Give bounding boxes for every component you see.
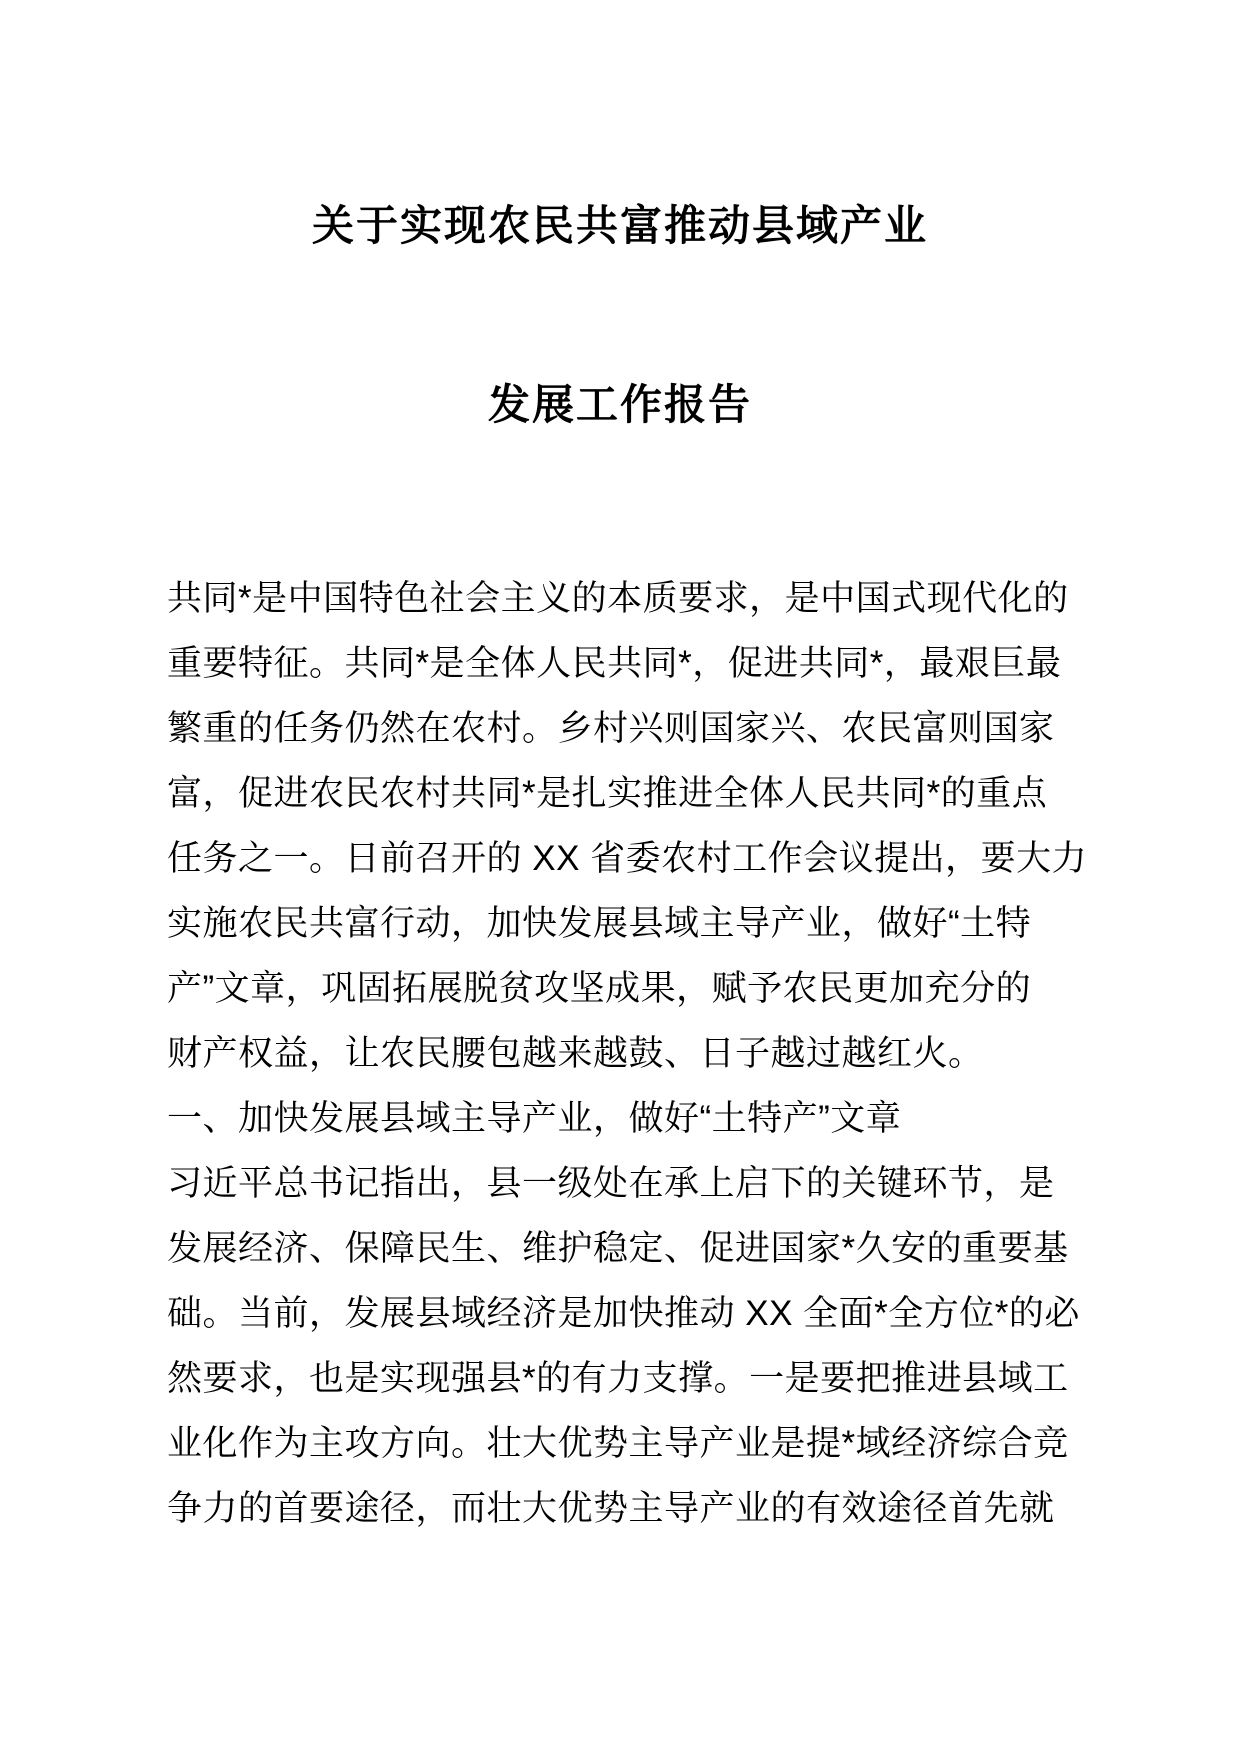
- body-line: 财产权益，让农民腰包越来越鼓、日子越过越红火。: [167, 1034, 984, 1073]
- body-line: 础。当前，发展县域经济是加快推动 XX 全面*全方位*的必: [167, 1294, 1080, 1333]
- body-line: 重要特征。共同*是全体人民共同*，促进共同*，最艰巨最: [167, 644, 1062, 683]
- body-line: 富，促进农民农村共同*是扎实推进全体人民共同*的重点: [167, 774, 1048, 813]
- body-line: 然要求，也是实现强县*的有力支撑。一是要把推进县域工: [167, 1359, 1069, 1398]
- body-line: 产”文章，巩固拓展脱贫攻坚成果，赋予农民更加充分的: [167, 969, 1032, 1008]
- document-body: [167, 566, 1088, 1541]
- body-line: 发展经济、保障民生、维护稳定、促进国家*久安的重要基: [167, 1229, 1069, 1268]
- document-title-line-2: 发展工作报告: [487, 381, 752, 428]
- body-section-heading: 一、加快发展县域主导产业，做好“土特产”文章: [167, 1099, 902, 1138]
- body-line: 实施农民共富行动，加快发展县域主导产业，做好“土特: [167, 904, 1032, 943]
- body-line: 共同*是中国特色社会主义的本质要求，是中国式现代化的: [167, 579, 1069, 618]
- body-line: 任务之一。日前召开的 XX 省委农村工作会议提出，要大力: [167, 839, 1088, 878]
- body-line: 习近平总书记指出，县一级处在承上启下的关键环节，是: [167, 1164, 1055, 1203]
- body-line: 争力的首要途径，而壮大优势主导产业的有效途径首先就: [167, 1489, 1055, 1528]
- body-line: 繁重的任务仍然在农村。乡村兴则国家兴、农民富则国家: [167, 709, 1055, 748]
- document-title-line-1: 关于实现农民共富推动县域产业: [311, 202, 928, 249]
- body-line: 业化作为主攻方向。壮大优势主导产业是提*域经济综合竞: [167, 1424, 1069, 1463]
